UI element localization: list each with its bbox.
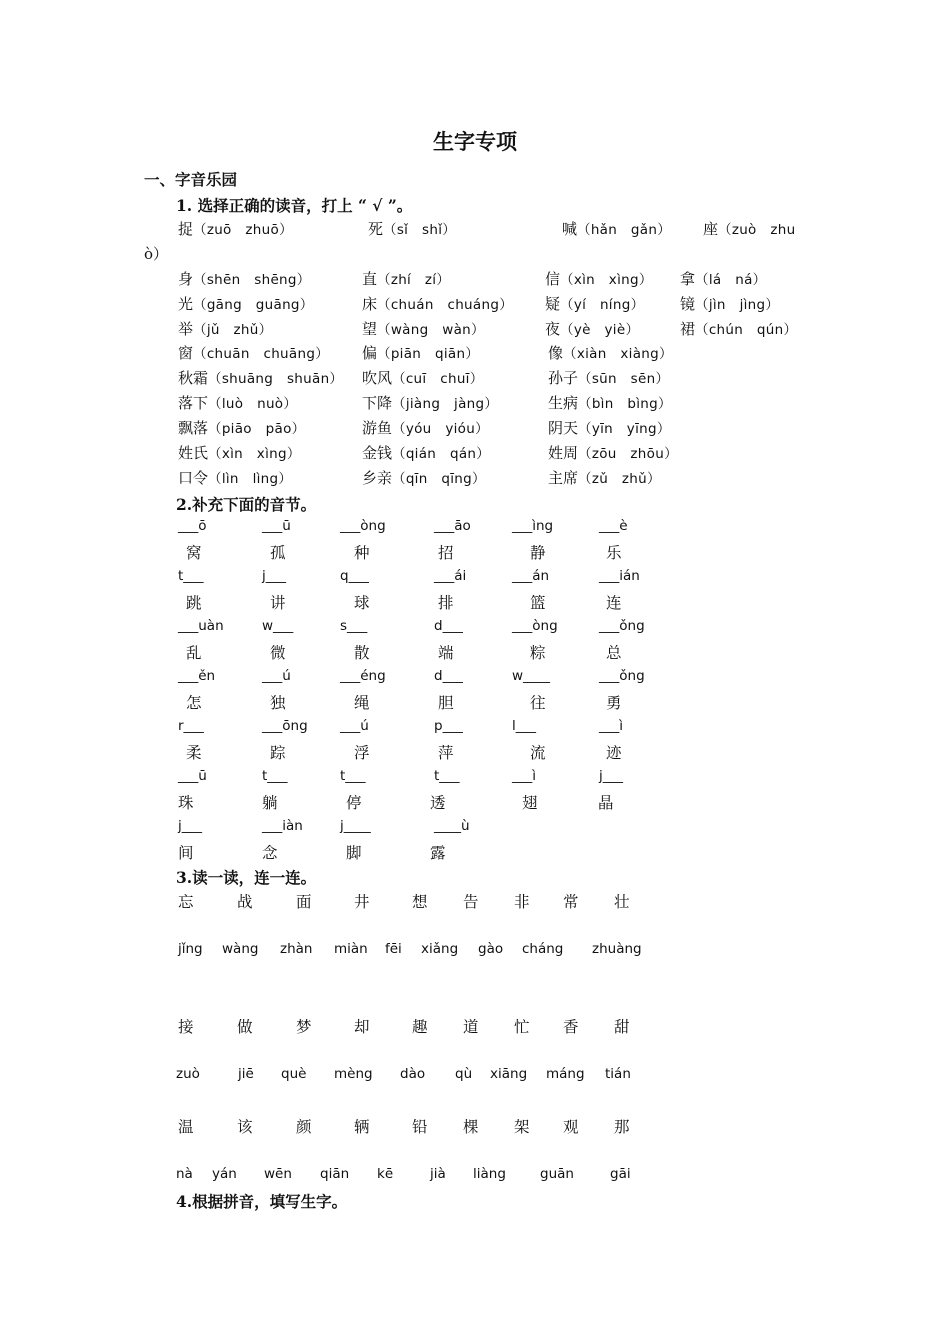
q3-pinyin[interactable]: liàng — [473, 1166, 506, 1182]
q2-syllable-blank[interactable]: ___ū — [262, 518, 291, 534]
q2-syllable-blank[interactable]: t___ — [340, 768, 366, 784]
q2-character: 绳 — [354, 694, 370, 712]
q2-syllable-blank[interactable]: t___ — [178, 568, 204, 584]
q2-character: 总 — [606, 644, 622, 662]
q1-option-0-2: 喊（hǎn gǎn） — [562, 220, 671, 238]
q2-character: 胆 — [438, 694, 454, 712]
q3-pinyin[interactable]: qiān — [320, 1166, 350, 1182]
q2-character: 流 — [530, 744, 546, 762]
q1-option-7-1: 下降（jiàng jàng） — [362, 394, 499, 412]
q2-character: 浮 — [354, 744, 370, 762]
q2-syllable-blank[interactable]: ___ú — [262, 668, 291, 684]
q2-character: 萍 — [438, 744, 454, 762]
q1-option-1-0: ò） — [144, 245, 169, 263]
q2-character: 珠 — [178, 794, 194, 812]
q1-option-2-2: 信（xìn xìng） — [545, 270, 653, 288]
q2-syllable-blank[interactable]: d___ — [434, 668, 463, 684]
q3-character[interactable]: 想 — [412, 893, 428, 911]
q3-pinyin[interactable]: jǐng — [178, 941, 203, 957]
q3-heading: 3.读一读，连一连。 — [176, 868, 317, 887]
q3-character[interactable]: 却 — [354, 1018, 370, 1036]
q3-character[interactable]: 井 — [354, 893, 370, 911]
q3-character[interactable]: 温 — [178, 1118, 194, 1136]
q3-character[interactable]: 忙 — [514, 1018, 530, 1036]
q1-option-3-3: 镜（jìn jìng） — [680, 295, 780, 313]
q2-syllable-blank[interactable]: ___āo — [434, 518, 471, 534]
q3-pinyin[interactable]: jià — [430, 1166, 446, 1182]
q3-character[interactable]: 甜 — [614, 1018, 630, 1036]
q3-pinyin[interactable]: zhuàng — [592, 941, 642, 957]
q1-option-4-1: 望（wàng wàn） — [362, 320, 485, 338]
q2-syllable-blank[interactable]: ___ì — [512, 768, 537, 784]
q2-character: 乱 — [186, 644, 202, 662]
q1-option-5-1: 偏（piān qiān） — [362, 344, 480, 362]
q2-syllable-blank[interactable]: p___ — [434, 718, 463, 734]
q2-syllable-blank[interactable]: ___ō — [178, 518, 207, 534]
q2-character: 窝 — [186, 544, 202, 562]
q2-syllable-blank[interactable]: ___uàn — [178, 618, 224, 634]
q2-syllable-blank[interactable]: ___án — [512, 568, 550, 584]
q2-syllable-blank[interactable]: q___ — [340, 568, 369, 584]
q3-character[interactable]: 告 — [463, 893, 479, 911]
q2-character: 勇 — [606, 694, 622, 712]
q2-syllable-blank[interactable]: t___ — [434, 768, 460, 784]
q2-syllable-blank[interactable]: ___iàn — [262, 818, 303, 834]
q3-character[interactable]: 棵 — [463, 1118, 479, 1136]
q3-character[interactable]: 颜 — [296, 1118, 312, 1136]
q2-character: 连 — [606, 594, 622, 612]
q2-syllable-blank[interactable]: ___ǒng — [599, 668, 645, 684]
q3-pinyin[interactable]: nà — [176, 1166, 193, 1182]
q1-option-9-2: 姓周（zōu zhōu） — [548, 444, 678, 462]
q2-syllable-blank[interactable]: l___ — [512, 718, 537, 734]
q2-character: 散 — [354, 644, 370, 662]
q1-option-7-0: 落下（luò nuò） — [178, 394, 298, 412]
q2-character: 往 — [530, 694, 546, 712]
q2-syllable-blank[interactable]: s___ — [340, 618, 368, 634]
q2-character: 露 — [430, 844, 446, 862]
q3-pinyin[interactable]: què — [281, 1066, 307, 1082]
q2-character: 乐 — [606, 544, 622, 562]
q2-character: 排 — [438, 594, 454, 612]
q1-option-2-1: 直（zhí zí） — [362, 270, 451, 288]
q3-character[interactable]: 架 — [514, 1118, 530, 1136]
q2-character: 柔 — [186, 744, 202, 762]
q1-option-10-0: 口令（lìn lìng） — [178, 469, 293, 487]
q3-character[interactable]: 那 — [614, 1118, 630, 1136]
q1-option-10-1: 乡亲（qīn qīng） — [362, 469, 486, 487]
q2-syllable-blank[interactable]: w___ — [262, 618, 294, 634]
q1-option-3-1: 床（chuán chuáng） — [362, 295, 514, 313]
q2-character: 端 — [438, 644, 454, 662]
q1-option-8-0: 飘落（piāo pāo） — [178, 419, 306, 437]
q1-option-9-0: 姓氏（xìn xìng） — [178, 444, 301, 462]
q2-syllable-blank[interactable]: ___ǒng — [599, 618, 645, 634]
q3-character[interactable]: 梦 — [296, 1018, 312, 1036]
q3-character[interactable]: 壮 — [614, 893, 630, 911]
q2-syllable-blank[interactable]: w____ — [512, 668, 551, 684]
q1-option-0-3: 座（zuò zhu — [703, 220, 796, 238]
q2-character: 跳 — [186, 594, 202, 612]
q2-character: 迹 — [606, 744, 622, 762]
q1-option-8-1: 游鱼（yóu yióu） — [362, 419, 489, 437]
page-title: 生字专项 — [433, 129, 517, 154]
q3-character[interactable]: 忘 — [178, 893, 194, 911]
q2-syllable-blank[interactable]: ___ú — [340, 718, 369, 734]
q2-character: 微 — [270, 644, 286, 662]
q2-syllable-blank[interactable]: ___ián — [599, 568, 640, 584]
q1-option-0-0: 捉（zuō zhuō） — [178, 220, 293, 238]
q2-character: 种 — [354, 544, 370, 562]
q1-option-4-0: 举（jǔ zhǔ） — [178, 320, 273, 338]
q3-character[interactable]: 趣 — [412, 1018, 428, 1036]
q2-syllable-blank[interactable]: j____ — [340, 818, 371, 834]
q3-character[interactable]: 道 — [463, 1018, 479, 1036]
q1-option-5-0: 窗（chuān chuāng） — [178, 344, 330, 362]
q3-pinyin[interactable]: qù — [455, 1066, 473, 1082]
q3-pinyin[interactable]: gāi — [610, 1166, 631, 1182]
q3-character[interactable]: 接 — [178, 1018, 194, 1036]
q3-character[interactable]: 铅 — [412, 1118, 428, 1136]
q2-syllable-blank[interactable]: r___ — [178, 718, 204, 734]
q3-pinyin[interactable]: zuò — [176, 1066, 200, 1082]
q3-character[interactable]: 该 — [237, 1118, 253, 1136]
q1-heading: 1. 选择正确的读音，打上 “ √ ”。 — [176, 196, 413, 215]
q1-option-6-1: 吹风（cuī chuī） — [362, 369, 484, 387]
q1-option-9-1: 金钱（qián qán） — [362, 444, 491, 462]
q3-pinyin[interactable]: cháng — [522, 941, 564, 957]
q2-character: 静 — [530, 544, 546, 562]
q1-option-3-2: 疑（yí níng） — [545, 295, 645, 313]
q1-option-5-2: 像（xiàn xiàng） — [548, 344, 673, 362]
q3-character[interactable]: 非 — [514, 893, 530, 911]
q3-pinyin[interactable]: wàng — [222, 941, 259, 957]
q2-character: 念 — [262, 844, 278, 862]
q3-pinyin[interactable]: gào — [478, 941, 504, 957]
q2-syllable-blank[interactable]: j___ — [599, 768, 624, 784]
q3-character[interactable]: 辆 — [354, 1118, 370, 1136]
q2-character: 篮 — [530, 594, 546, 612]
q2-syllable-blank[interactable]: t___ — [262, 768, 288, 784]
q1-option-7-2: 生病（bìn bìng） — [548, 394, 672, 412]
q2-syllable-blank[interactable]: ___ìng — [512, 518, 554, 534]
q2-character: 怎 — [186, 694, 202, 712]
q2-character: 踪 — [270, 744, 286, 762]
q2-character: 招 — [438, 544, 454, 562]
q3-character[interactable]: 观 — [563, 1118, 579, 1136]
q3-pinyin[interactable]: dào — [400, 1066, 426, 1082]
q3-pinyin[interactable]: zhàn — [280, 941, 313, 957]
q3-pinyin[interactable]: guān — [540, 1166, 574, 1182]
q1-option-6-0: 秋霜（shuāng shuān） — [178, 369, 344, 387]
q2-character: 躺 — [262, 794, 278, 812]
q3-character[interactable]: 做 — [237, 1018, 253, 1036]
q1-option-2-0: 身（shēn shēng） — [178, 270, 311, 288]
q3-pinyin[interactable]: wēn — [264, 1166, 292, 1182]
q3-pinyin[interactable]: jiē — [238, 1066, 254, 1082]
q3-pinyin[interactable]: mèng — [334, 1066, 373, 1082]
q2-syllable-blank[interactable]: ___ái — [434, 568, 467, 584]
q3-pinyin[interactable]: kē — [377, 1166, 394, 1182]
q2-character: 翅 — [522, 794, 538, 812]
q2-character: 透 — [430, 794, 446, 812]
q2-syllable-blank[interactable]: ___ū — [178, 768, 207, 784]
q2-syllable-blank[interactable]: j___ — [178, 818, 203, 834]
q3-pinyin[interactable]: yán — [212, 1166, 237, 1182]
q1-option-8-2: 阴天（yīn yīng） — [548, 419, 671, 437]
q2-character: 粽 — [530, 644, 546, 662]
q3-character[interactable]: 香 — [563, 1018, 579, 1036]
q1-option-3-0: 光（gāng guāng） — [178, 295, 314, 313]
q2-syllable-blank[interactable]: ___è — [599, 518, 628, 534]
q3-pinyin[interactable]: máng — [546, 1066, 585, 1082]
q2-character: 脚 — [346, 844, 362, 862]
q2-syllable-blank[interactable]: ___òng — [512, 618, 558, 634]
q2-character: 球 — [354, 594, 370, 612]
q1-option-10-2: 主席（zǔ zhǔ） — [548, 469, 661, 487]
q3-character[interactable]: 面 — [296, 893, 312, 911]
q1-option-0-1: 死（sǐ shǐ） — [368, 220, 457, 238]
q3-pinyin[interactable]: tián — [605, 1066, 631, 1082]
q2-syllable-blank[interactable]: ____ù — [434, 818, 470, 834]
q3-pinyin[interactable]: xiāng — [490, 1066, 528, 1082]
q2-character: 讲 — [270, 594, 286, 612]
q2-character: 停 — [346, 794, 362, 812]
q1-option-4-2: 夜（yè yiè） — [545, 320, 640, 338]
q1-option-4-3: 裙（chún qún） — [680, 320, 798, 338]
q2-character: 间 — [178, 844, 194, 862]
q2-character: 晶 — [598, 794, 614, 812]
q2-character: 独 — [270, 694, 286, 712]
q1-option-6-2: 孙子（sūn sēn） — [548, 369, 670, 387]
q2-syllable-blank[interactable]: j___ — [262, 568, 287, 584]
q2-syllable-blank[interactable]: d___ — [434, 618, 463, 634]
q2-syllable-blank[interactable]: ___éng — [340, 668, 386, 684]
q2-syllable-blank[interactable]: ___ōng — [262, 718, 308, 734]
section-heading: 一、字音乐园 — [144, 170, 238, 189]
q2-character: 孤 — [270, 544, 286, 562]
q3-pinyin[interactable]: fēi — [385, 941, 402, 957]
q2-syllable-blank[interactable]: ___ěn — [178, 668, 216, 684]
q4-heading: 4.根据拼音，填写生字。 — [176, 1192, 348, 1211]
q3-character[interactable]: 战 — [237, 893, 253, 911]
q3-character[interactable]: 常 — [563, 893, 579, 911]
q2-heading: 2.补充下面的音节。 — [176, 495, 317, 514]
q2-syllable-blank[interactable]: ___ì — [599, 718, 624, 734]
q3-pinyin[interactable]: miàn — [334, 941, 368, 957]
q2-syllable-blank[interactable]: ___òng — [340, 518, 386, 534]
q1-option-2-3: 拿（lá ná） — [680, 270, 767, 288]
q3-pinyin[interactable]: xiǎng — [421, 941, 459, 957]
